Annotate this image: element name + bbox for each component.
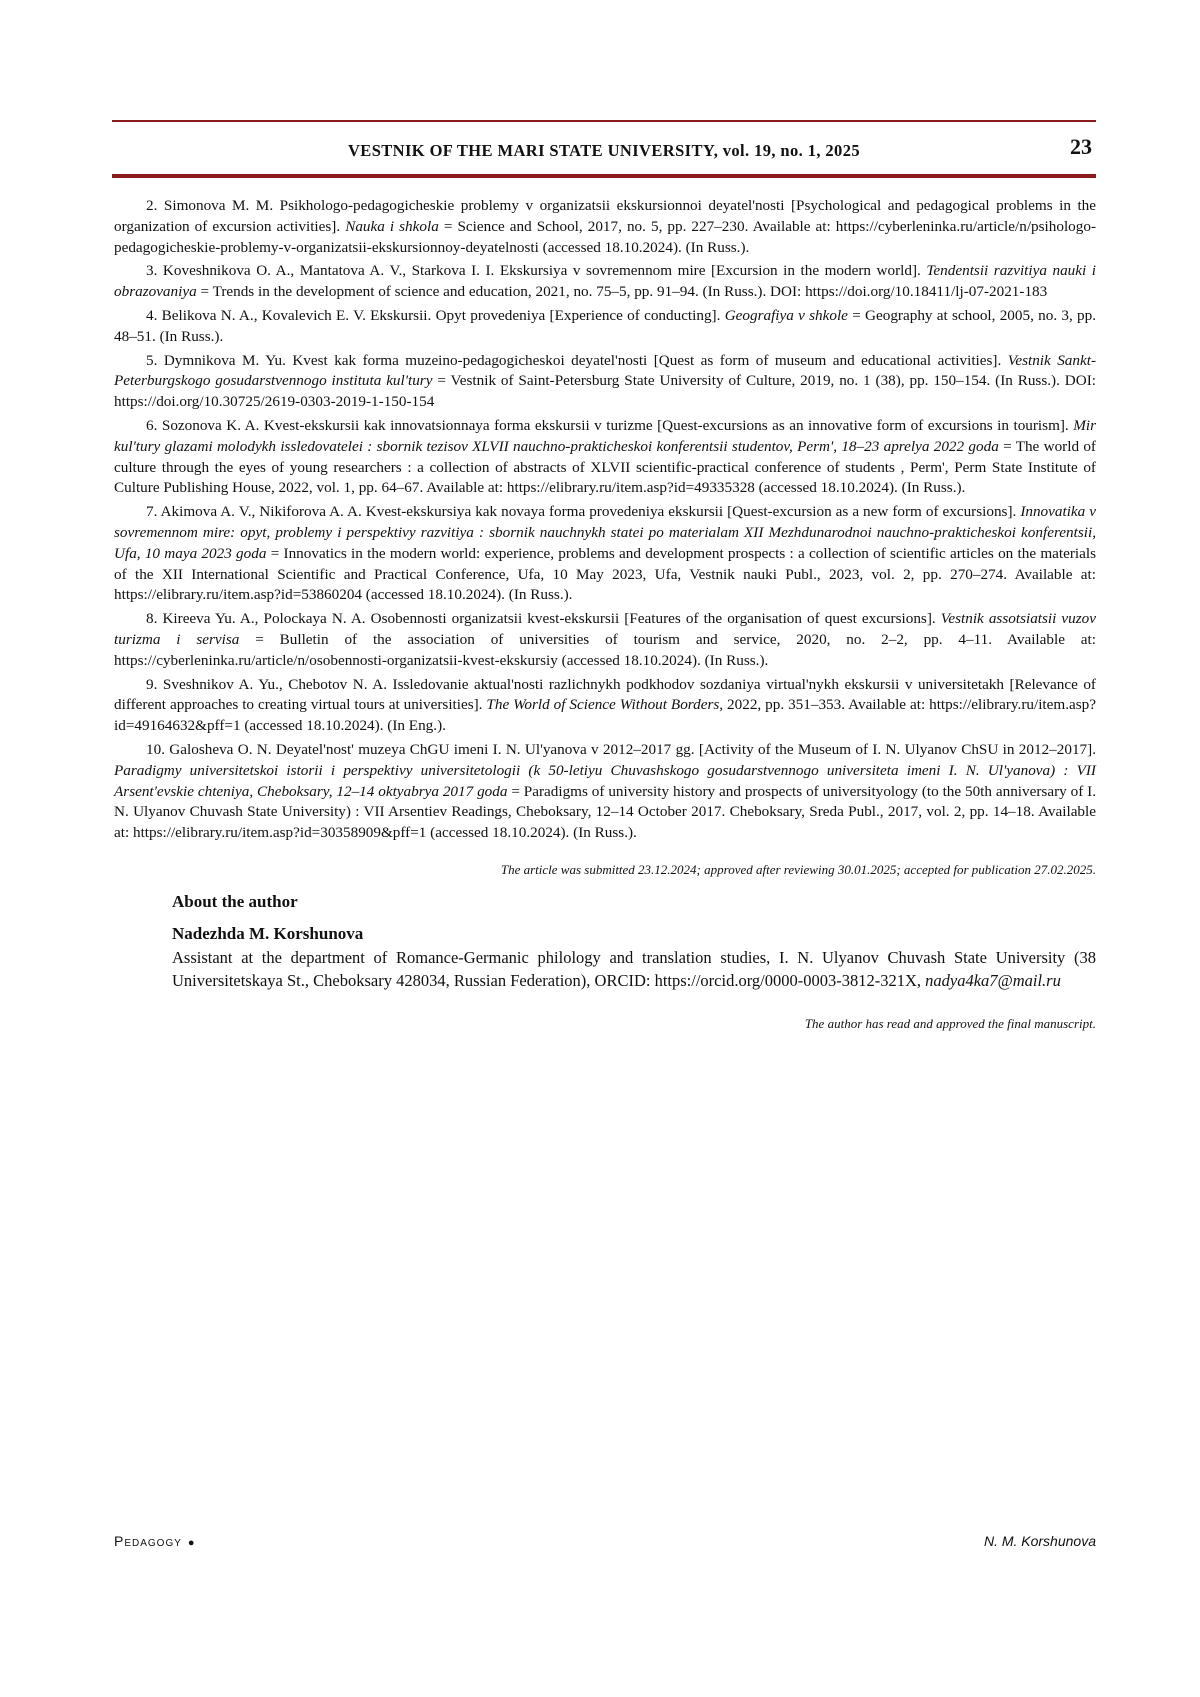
- reference-source: Vestnik assotsiatsii vuzov turizma i servisa: [114, 610, 1097, 648]
- reference-text: 9. Sveshnikov A. Yu., Chebotov N. A. Issledovanie aktual'nosti razlichnykh podkhodov sozdaniya virtual'nykh ekskursii v universitetakh [Relevance of different approaches to creating virtual tours at universities].: [114, 675, 1096, 714]
- reference-source: Mir kul'tury glazami molodykh issledovatelei : sbornik tezisov XLVII nauchno-prakticheskoi konferentsii studentov, Perm', 18–23 aprelya 2022 goda: [114, 416, 1096, 455]
- reference-details: , 2022, pp. 351–353. Available at: https://elibrary.ru/item.asp?id=49164632&pff=1 (accessed 18.10.2024). (In Eng.).: [114, 696, 1096, 735]
- footer-section: [114, 1533, 196, 1549]
- about-author-section: [172, 892, 1096, 992]
- journal-title: VESTNIK OF THE MARI STATE UNIVERSITY, vol. 19, no. 1, 2025: [347, 141, 861, 160]
- reference-source: Nauka i shkola: [345, 217, 439, 235]
- reference-text: 2. Simonova M. M. Psikhologo-pedagogicheskie problemy v organizatsii ekskursionnoi deyatel'nosti [Psychological and pedagogical problems in the organization of excursion activities].: [114, 197, 1096, 235]
- author-info: [172, 946, 1096, 992]
- submission-note: The article was submitted 23.12.2024; approved after reviewing 30.01.2025; accepted for publication 27.02.2025.: [500, 861, 1096, 877]
- page-content: [114, 196, 1096, 1032]
- reference-details: = Bulletin of the association of universities of tourism and service, 2020, no. 2–2, pp. 4–11. Available at: https://cyberleninka.ru/article/n/osobennosti-organizatsii-kvest-ekskursiy (accessed 18.10.2024). (In Russ.).: [114, 630, 1096, 669]
- reference-item: [114, 416, 1096, 499]
- reference-text: 6. Sozonova K. A. Kvest-ekskursii kak innovatsionnaya forma ekskursii v turizme [Quest-excursions as an innovative form of excursions in tourism].: [146, 416, 1074, 434]
- reference-source: The World of Science Without Borders: [486, 696, 720, 714]
- bullet-icon: ●: [187, 1537, 196, 1549]
- reference-item: [114, 196, 1096, 258]
- page-footer: [114, 1533, 1096, 1555]
- reference-text: 8. Kireeva Yu. A., Polockaya N. A. Osobennosti organizatsii kvest-ekskursii [Features of the organisation of quest excursions].: [146, 610, 941, 628]
- reference-text: 5. Dymnikova M. Yu. Kvest kak forma muzeino-pedagogicheskoi deyatel'nosti [Quest as form of museum and educational activities].: [146, 351, 1008, 369]
- reference-source: Tendentsii razvitiya nauki i obrazovaniya: [114, 262, 1096, 301]
- reference-source: Geografiya v shkole: [724, 306, 848, 324]
- reference-details: = Vestnik of Saint-Petersburg State University of Culture, 2019, no. 1 (38), pp. 150–154. (In Russ.). DOI: https://doi.org/10.30725/2619-0303-2019-1-150-154: [114, 372, 1096, 411]
- reference-list: [114, 196, 1096, 844]
- reference-item: [114, 740, 1096, 844]
- reference-details: = Science and School, 2017, no. 5, pp. 227–230. Available at: https://cyberleninka.ru/article/n/psihologo-pedagogicheskie-problemy-v-organizatsii-ekskursionnoy-deyatelnosti (accessed 18.10.2024). (In Russ.).: [114, 217, 1097, 256]
- author-email[interactable]: nadya4ka7@mail.ru: [925, 970, 1061, 990]
- approval-note: The author has read and approved the final manuscript.: [804, 1015, 1096, 1031]
- reference-source: Paradigmy universitetskoi istorii i perspektivy universitetologii (k 50-letiyu Chuvashskogo gosudarstvennogo universiteta imeni I. N. Ul'yanova) : VII Arsent'evskie chteniya, Cheboksary, 12–14 oktyabrya 2017 goda: [114, 761, 1096, 800]
- reference-text: 3. Koveshnikova O. A., Mantatova A. V., Starkova I. I. Ekskursiya v sovremennom mire [Excursion in the modern world].: [146, 262, 927, 280]
- reference-details: = Innovatics in the modern world: experience, problems and development prospects : a collection of scientific articles on the materials of the XII International Scientific and Practical Conference, Ufa, 10 May 2023, Ufa, Vestnik nauki Publ., 2023, vol. 2, pp. 270–274. Available at: https://elibrary.ru/item.asp?id=53860204 (accessed 18.10.2024). (In Russ.).: [114, 544, 1096, 604]
- header-bottom-rule: [112, 174, 1096, 178]
- page-header: [112, 120, 1096, 178]
- reference-item: [114, 261, 1096, 303]
- reference-item: [114, 306, 1096, 348]
- reference-item: [114, 675, 1096, 737]
- reference-item: [114, 609, 1096, 671]
- about-author-heading: About the author: [172, 891, 298, 911]
- reference-details: = Trends in the development of science and education, 2021, no. 75–5, pp. 91–94. (In Russ.). DOI: https://doi.org/10.18411/lj-07-2021-183: [196, 283, 1048, 301]
- reference-item: [114, 351, 1096, 413]
- footer-author: N. M. Korshunova: [983, 1533, 1096, 1549]
- reference-source: Vestnik Sankt-Peterburgskogo gosudarstvennogo instituta kul'tury: [114, 351, 1097, 390]
- page-number: 23: [1070, 134, 1092, 159]
- reference-details: = The world of culture through the eyes of young researchers : a collection of abstracts of XLVII scientific-practical conference of students , Perm', Perm State Institute of Culture Publishing House, 2022, vol. 1, pp. 64–67. Available at: https://elibrary.ru/item.asp?id=49335328 (accessed 18.10.2024). (In Russ.).: [114, 437, 1096, 497]
- reference-text: 10. Galosheva O. N. Deyatel'nost' muzeya ChGU imeni I. N. Ul'yanova v 2012–2017 gg. [Activity of the Museum of I. N. Ulyanov ChSU in 2012–2017].: [146, 740, 1096, 758]
- reference-item: [114, 502, 1096, 606]
- reference-source: Innovatika v sovremennom mire: opyt, problemy i perspektivy razvitiya : sbornik nauchnykh statei po materialam XII Mezhdunarodnoi nauchno-prakticheskoi konferentsii, Ufa, 10 maya 2023 goda: [114, 503, 1096, 562]
- header-row: [112, 122, 1096, 174]
- author-name: Nadezhda M. Korshunova: [172, 923, 364, 943]
- reference-details: = Geography at school, 2005, no. 3, pp. 48–51. (In Russ.).: [114, 306, 1097, 345]
- reference-text: 7. Akimova A. V., Nikiforova A. A. Kvest-ekskursiya kak novaya forma provedeniya ekskursii [Quest-excursion as a new form of excursions].: [146, 503, 1021, 521]
- author-affiliation: Assistant at the department of Romance-Germanic philology and translation studies, I. N. Ulyanov Chuvash State University (38 Universitetskaya St., Cheboksary 428034, Russian Federation), ORCID: https://orcid.org/0000-0003-3812-321X,: [172, 947, 1096, 990]
- footer-section-label: Pedagogy: [114, 1533, 182, 1549]
- reference-details: = Paradigms of university history and prospects of universityology (to the 50th anniversary of I. N. Ulyanov Chuvash State University) : VII Arsentiev Readings, Cheboksary, 12–14 October 2017. Cheboksary, Sreda Publ., 2017, vol. 2, pp. 14–18. Available at: https://elibrary.ru/item.asp?id=30358909&pff=1 (accessed 18.10.2024). (In Russ.).: [114, 782, 1096, 842]
- reference-text: 4. Belikova N. A., Kovalevich E. V. Ekskursii. Opyt provedeniya [Experience of conducting].: [146, 306, 725, 324]
